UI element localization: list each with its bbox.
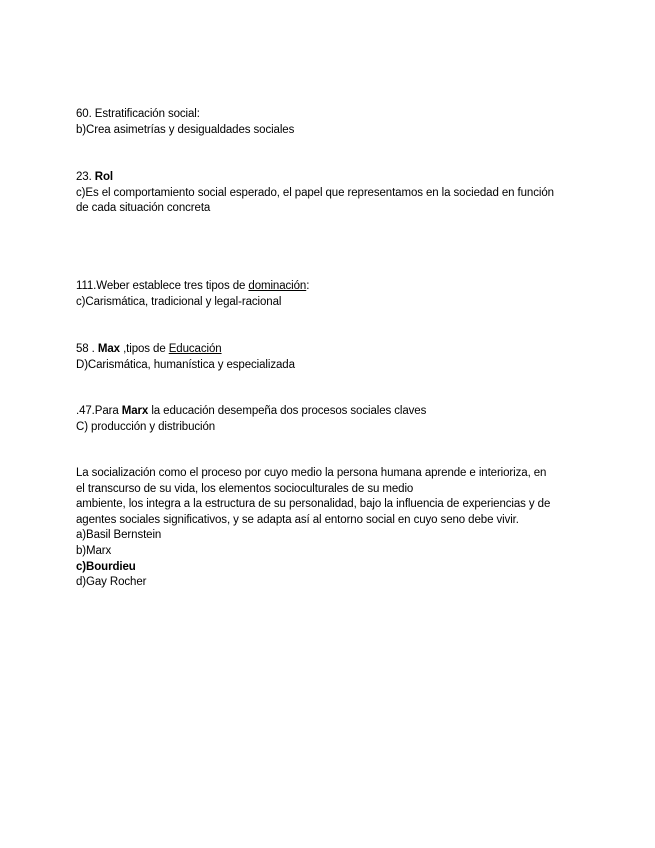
- question-47-answer: C) producción y distribución: [76, 420, 216, 433]
- question-47: [76, 404, 586, 435]
- question-58-text: [76, 342, 586, 358]
- question-60: [76, 107, 586, 138]
- question-23-answer-line-1: c)Es el comportamiento social esperado, el papel que representamos en la sociedad en función: [76, 186, 554, 199]
- question-23-prefix: 23.: [76, 171, 95, 183]
- socializacion-text-line-4: agentes sociales significativos, y se adapta así al entorno social en cuyo seno debe vivir.: [76, 513, 519, 526]
- question-47-text: [76, 404, 586, 420]
- socializacion-text-line-1: La socialización como el proceso por cuyo medio la persona humana aprende e interioriza, en: [76, 467, 547, 479]
- question-58-answer: D)Carismática, humanística y especializada: [76, 358, 295, 371]
- socializacion-option-b: b)Marx: [76, 544, 112, 557]
- socializacion-option-a: a)Basil Bernstein: [76, 529, 162, 542]
- question-111-text: [76, 279, 586, 295]
- question-socializacion: [76, 466, 586, 591]
- socializacion-option-d: d)Gay Rocher: [76, 576, 147, 589]
- question-47-suffix: la educación desempeña dos procesos sociales claves: [148, 405, 427, 417]
- question-58-middle: ,tipos de: [119, 343, 169, 355]
- question-47-prefix: .47.Para: [76, 405, 122, 417]
- question-111-answer: c)Carismática, tradicional y legal-racional: [76, 295, 282, 308]
- socializacion-text-line-2: el transcurso de su vida, los elementos socioculturales de su medio: [76, 482, 414, 495]
- question-111-term: dominación: [248, 280, 307, 292]
- question-58-prefix: 58 .: [76, 343, 98, 355]
- socializacion-text-line-3: ambiente, los integra a la estructura de su personalidad, bajo la influencia de experiencias y de: [76, 498, 551, 511]
- socializacion-option-c: c)Bourdieu: [76, 560, 136, 573]
- question-23: [76, 170, 586, 217]
- question-58: [76, 342, 586, 373]
- question-23-term: Rol: [94, 171, 114, 183]
- question-60-answer: b)Crea asimetrías y desigualdades sociales: [76, 123, 295, 136]
- question-58-underlined-term: Educación: [168, 343, 222, 355]
- question-111-suffix: :: [306, 280, 310, 292]
- question-111-prefix: 111.Weber establece tres tipos de: [76, 280, 249, 292]
- question-111: [76, 279, 586, 310]
- question-23-text: [76, 170, 586, 186]
- question-47-bold-term: Marx: [121, 405, 149, 417]
- question-58-bold-term: Max: [97, 343, 120, 355]
- question-60-text: 60. Estratificación social:: [76, 108, 200, 120]
- question-23-answer-line-2: de cada situación concreta: [76, 202, 211, 215]
